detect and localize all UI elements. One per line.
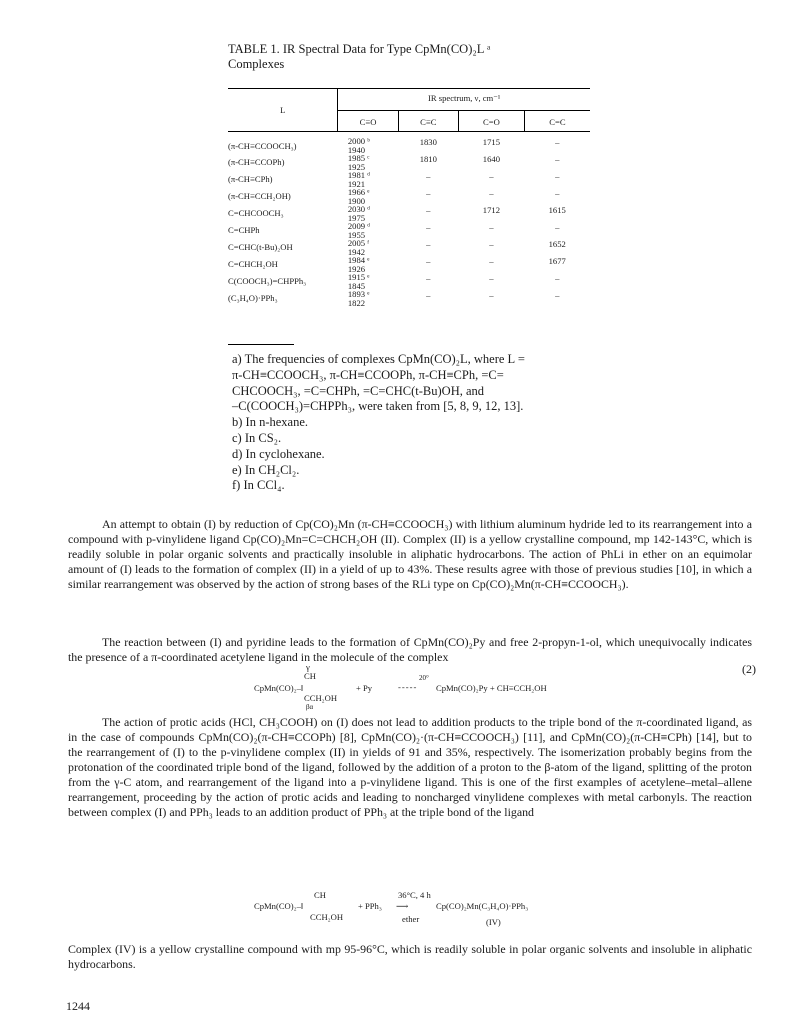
cell-cc: 1830 bbox=[419, 137, 437, 147]
cell-c-o: – bbox=[489, 222, 494, 232]
col-header-L: L bbox=[228, 89, 338, 132]
co-value: 1940 bbox=[347, 144, 366, 155]
cell-ligand: (π-CH≡CCOOCH₃) bbox=[228, 141, 297, 151]
eq3-bottom: CCH₂OH bbox=[310, 912, 344, 922]
co-value: 1955 bbox=[347, 229, 366, 240]
table-row bbox=[228, 132, 590, 155]
footnote: CHCOOCH₃, =C=CHPh, =C=CHC(t-Bu)OH, and bbox=[232, 383, 485, 398]
footnote: b) In n-hexane. bbox=[232, 415, 309, 430]
cell-c-o: – bbox=[489, 188, 494, 198]
eq2-top: CH bbox=[304, 671, 316, 681]
cell-cc: – bbox=[426, 222, 431, 232]
table-row bbox=[228, 154, 590, 171]
cell-cc: – bbox=[426, 256, 431, 266]
eq3-top: CH bbox=[314, 890, 326, 900]
table-row bbox=[228, 273, 590, 290]
cell-c-o: 1715 bbox=[482, 137, 500, 147]
cell-co bbox=[338, 239, 398, 256]
col-header-co: C≡O bbox=[338, 111, 398, 132]
eq2-arrow: ----- bbox=[398, 682, 418, 692]
co-value: 2030 ᵈ bbox=[347, 204, 370, 214]
co-value: 2009 ᵈ bbox=[347, 221, 370, 231]
paragraph-2: The reaction between (I) and pyridine leads to the formation of CpMn(CO)₂Py and free 2-propyn-1-ol, which unequivocally indicates the presence of a π-coordinated acetylene ligand in the molecule of the complex bbox=[68, 635, 752, 664]
table-row bbox=[228, 171, 590, 188]
cell-co bbox=[338, 154, 398, 171]
cell-c-o: – bbox=[489, 239, 494, 249]
co-value: 1921 bbox=[347, 178, 366, 189]
cell-ligand: (C₃H₄O)·PPh₃ bbox=[228, 293, 278, 303]
eq2-temp: 20° bbox=[419, 674, 429, 682]
table-row bbox=[228, 256, 590, 273]
co-value: 1926 bbox=[347, 263, 366, 274]
eq2-left: CpMn(CO)₂–‖ bbox=[254, 683, 304, 693]
cell-c-c: – bbox=[555, 137, 560, 147]
cell-c-c: – bbox=[555, 154, 560, 164]
footnote: f) In CCl₄. bbox=[232, 478, 285, 493]
table-caption bbox=[228, 42, 648, 72]
co-value: 1845 bbox=[347, 280, 366, 291]
paragraph-1: An attempt to obtain (I) by reduction of Cp(CO)₂Mn (π-CH≡CCOOCH₃) with lithium aluminum hydride led to its rearrangement into a compound with p-vinylidene ligand Cp(CO)₂Mn=C=CHCH₂OH (II). Complex (II) is a yellow crystalline compound, mp 142-143°C, which is readily soluble in polar organic solvents and practically insoluble in aliphatic hydrocarbons. The action of PhLi in ether on an equimolar amount of (I) leads to the formation of complex (II) in a yield of up to 43%. These results agree with those of previous studies [10], in which a similar rearrangement was observed by the action of strong bases of the RLi type on Cp(CO)₂Mn(π-CH≡CCOOCH₃). bbox=[68, 517, 752, 591]
cell-cc: – bbox=[426, 290, 431, 300]
ir-spectral-table bbox=[228, 88, 590, 307]
cell-ligand: C(COOCH₃)=CHPPh₃ bbox=[228, 276, 307, 286]
eq3-product: Cp(CO)₂Mn(C₃H₄O)·PPh₃ bbox=[436, 901, 529, 911]
table-row bbox=[228, 188, 590, 205]
equation-3 bbox=[254, 890, 674, 934]
table-row bbox=[228, 222, 590, 239]
eq2-right: CpMn(CO)₂Py + CH≡CCH₂OH bbox=[436, 683, 547, 693]
table-row bbox=[228, 290, 590, 307]
cell-cc: – bbox=[426, 171, 431, 181]
cell-cc: – bbox=[426, 188, 431, 198]
cell-co bbox=[338, 256, 398, 273]
eq2-gamma: γ bbox=[306, 662, 310, 672]
cell-ligand: C=CHCOOCH₃ bbox=[228, 208, 284, 218]
col-header-cc: C≡C bbox=[398, 111, 458, 132]
eq2-plus: + Py bbox=[356, 683, 373, 693]
cell-cc: – bbox=[426, 239, 431, 249]
cell-ligand: (π-CH≡CPh) bbox=[228, 174, 273, 184]
footnote: a) The frequencies of complexes CpMn(CO)₂L, where L = bbox=[232, 352, 525, 366]
eq3-label: (IV) bbox=[486, 917, 501, 927]
eq3-plus: + PPh₃ bbox=[358, 901, 382, 911]
cell-c-o: – bbox=[489, 273, 494, 283]
eq3-cond-top: 36°C, 4 h bbox=[398, 890, 431, 900]
eq2-ba: βα bbox=[306, 703, 314, 711]
cell-ligand: C=CHCH₂OH bbox=[228, 259, 278, 269]
co-value: 1985 ᶜ bbox=[347, 153, 370, 163]
footnote: e) In CH₂Cl₂. bbox=[232, 462, 300, 477]
cell-ligand: (π-CH≡CCH₂OH) bbox=[228, 191, 291, 201]
equation-2 bbox=[240, 662, 760, 712]
cell-co bbox=[338, 132, 398, 155]
cell-c-o: 1640 bbox=[482, 154, 500, 164]
cell-c-c: – bbox=[555, 273, 560, 283]
cell-c-c: – bbox=[555, 188, 560, 198]
eq3-arrow: ⟶ bbox=[396, 901, 409, 911]
footnote: π-CH≡CCOOCH₃, π-CH≡CCOOPh, π-CH≡CPh, =C= bbox=[232, 367, 504, 382]
table-body bbox=[228, 132, 590, 308]
cell-cc: – bbox=[426, 205, 431, 215]
cell-co bbox=[338, 222, 398, 239]
table-rule bbox=[228, 344, 294, 345]
co-value: 1975 bbox=[347, 212, 366, 223]
cell-c-o: – bbox=[489, 256, 494, 266]
co-value: 1984 ᵉ bbox=[347, 255, 370, 265]
cell-ligand: C=CHC(t-Bu)₂OH bbox=[228, 242, 293, 252]
col-header-c-c: C=C bbox=[524, 111, 590, 132]
footnote: d) In cyclohexane. bbox=[232, 446, 325, 461]
cell-co bbox=[338, 188, 398, 205]
footnotes bbox=[232, 352, 772, 494]
cell-co bbox=[338, 205, 398, 222]
paragraph-4: Complex (IV) is a yellow crystalline compound with mp 95-96°C, which is readily soluble in polar organic solvents and insoluble in aliphatic hydrocarbons. bbox=[68, 942, 752, 971]
table-row bbox=[228, 239, 590, 256]
cell-cc: – bbox=[426, 273, 431, 283]
co-value: 1893 ᵉ bbox=[347, 289, 370, 299]
cell-co bbox=[338, 171, 398, 188]
cell-c-c: – bbox=[555, 222, 560, 232]
co-value: 1981 ᵈ bbox=[347, 170, 370, 180]
cell-c-c: 1615 bbox=[548, 205, 566, 215]
group-header: IR spectrum, ν, cm⁻¹ bbox=[338, 89, 590, 111]
cell-c-o: 1712 bbox=[482, 205, 500, 215]
co-value: 1925 bbox=[347, 161, 366, 172]
cell-co bbox=[338, 273, 398, 290]
cell-c-o: – bbox=[489, 290, 494, 300]
cell-ligand: (π-CH≡CCOPh) bbox=[228, 157, 285, 167]
cell-c-c: 1677 bbox=[548, 256, 566, 266]
co-value: 1942 bbox=[347, 246, 366, 257]
co-value: 1915 ᵉ bbox=[347, 272, 370, 282]
page-number: 1244 bbox=[66, 999, 90, 1013]
co-value: 2005 ᶠ bbox=[347, 238, 370, 248]
eq3-left: CpMn(CO)₂–‖ bbox=[254, 901, 304, 911]
eq3-cond-bottom: ether bbox=[402, 914, 420, 924]
footnote: c) In CS₂. bbox=[232, 430, 282, 445]
table-row bbox=[228, 205, 590, 222]
co-value: 2000 ᵇ bbox=[347, 136, 370, 146]
cell-c-c: 1652 bbox=[548, 239, 566, 249]
eq2-number: (2) bbox=[742, 662, 756, 676]
co-value: 1900 bbox=[347, 195, 366, 206]
cell-cc: 1810 bbox=[419, 154, 437, 164]
co-value: 1822 bbox=[347, 297, 366, 308]
col-header-c-o: C=O bbox=[458, 111, 524, 132]
caption-line-2: Complexes bbox=[228, 57, 285, 71]
caption-line-1: TABLE 1. IR Spectral Data for Type CpMn(CO)₂L ᵃ bbox=[228, 42, 491, 56]
cell-c-o: – bbox=[489, 171, 494, 181]
co-value: 1966 ᵉ bbox=[347, 187, 370, 197]
eq2-bottom: CCH₂OH bbox=[304, 693, 338, 703]
footnote: –C(COOCH₃)=CHPPh₃, were taken from [5, 8, 9, 12, 13]. bbox=[232, 399, 524, 414]
cell-c-c: – bbox=[555, 171, 560, 181]
paragraph-3: The action of protic acids (HCl, CH₃COOH) on (I) does not lead to addition products to the triple bond of the π-coordinated ligand, as in the case of compounds CpMn(CO)₂(π-CH≡CCOPh) [8], CpMn(CO)₂·(π-CH≡CCOOCH₃) [11], and CpMn(CO)₂(π-CH≡CPh) [14], but to the rearrangement of (I) to the p-vinylidene complex (II) in yields of 91 and 35%, respectively. The isomerization probably begins from the protonation of the coordinated triple bond of the ligand, followed by the addition of a proton to the β-atom of the ligand, splitting of the proton from the γ-C atom, and rearrangement of the ligand into a p-vinylidene ligand. This is one of the first examples of acetylene–metal–allene rearrangement, proceeding by the action of protic acids and leading to noncharged vinylidene complexes with metal carbonyls. The reaction between complex (I) and PPh₃ leads to an addition product of PPh₃ at the triple bond of the ligand bbox=[68, 715, 752, 819]
cell-ligand: C=CHPh bbox=[228, 225, 260, 235]
cell-co bbox=[338, 290, 398, 307]
cell-c-c: – bbox=[555, 290, 560, 300]
